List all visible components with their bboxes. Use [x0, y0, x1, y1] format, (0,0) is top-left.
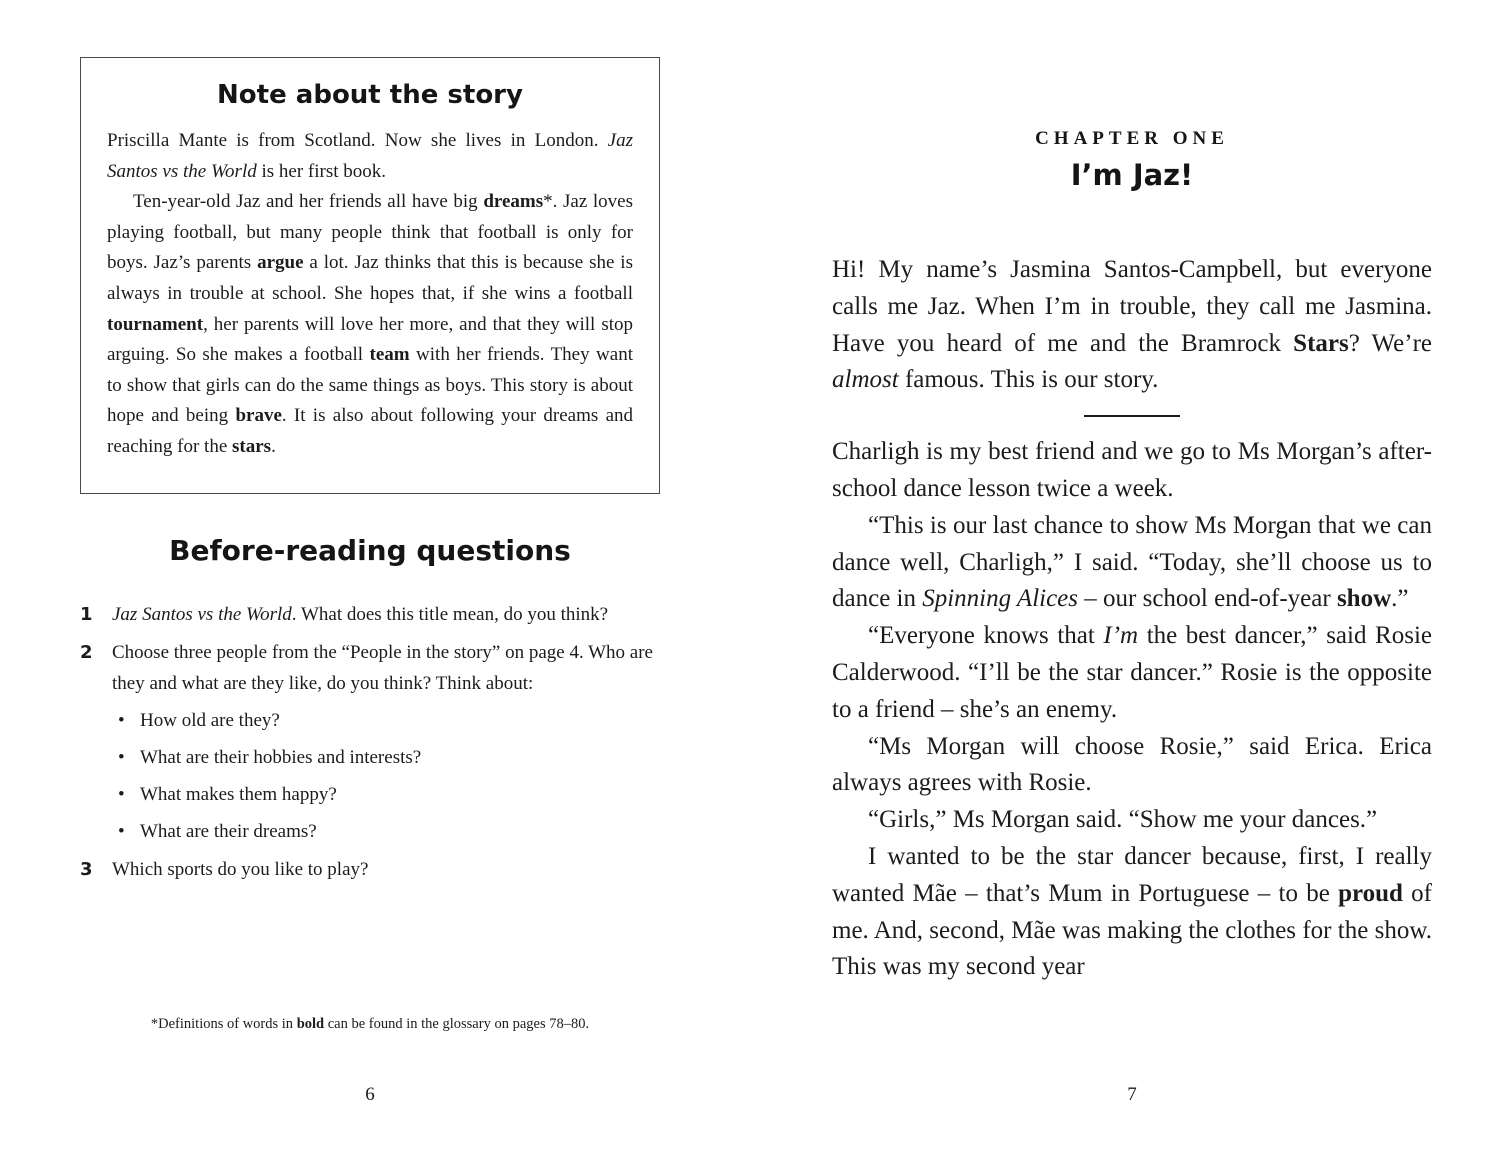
text-run: Stars	[1293, 329, 1349, 357]
text-run: Jaz Santos vs the World	[112, 603, 292, 625]
note-paragraph	[107, 126, 633, 187]
question-bullet-list	[112, 705, 660, 847]
text-run: Spinning Alices	[922, 585, 1079, 613]
text-run: “This is our last chance to show Ms Morgan that we can dance well, Charligh,” I said. “Today, she’ll choose us to dance in	[832, 511, 1432, 613]
text-run: dreams	[483, 191, 544, 213]
text-run: *. Jaz loves playing football, but many people think that football is only for boys. Jaz’s parents	[107, 191, 633, 274]
text-run: can be found in the glossary on pages 78–80.	[324, 1016, 590, 1032]
chapter-body	[832, 252, 1432, 986]
chapter-label: CHAPTER ONE	[1035, 128, 1229, 149]
page-number-right: 7	[1127, 1084, 1137, 1105]
text-run: I’m	[1103, 622, 1139, 650]
text-run: .”	[1391, 585, 1409, 613]
text-run: proud	[1338, 879, 1403, 907]
question-item	[80, 637, 660, 847]
text-run: “Girls,” Ms Morgan said. “Show me your dances.”	[868, 806, 1378, 834]
text-run: Jaz Santos vs the World	[107, 130, 633, 182]
text-run: “Ms Morgan will choose Rosie,” said Erica. Erica always agrees with Rosie.	[832, 732, 1432, 797]
before-reading-questions-title: Before-reading questions	[169, 533, 571, 567]
text-run: Choose three people from the “People in the story” on page 4. Who are they and what are they like, do you think? Think about:	[112, 641, 653, 694]
question-bullet: • What are their dreams?	[112, 816, 660, 847]
question-text	[112, 854, 660, 885]
body-paragraph	[832, 434, 1432, 508]
text-run: tournament	[107, 313, 204, 335]
chapter-title: I’m Jaz!	[1070, 158, 1194, 192]
text-run: argue	[257, 252, 304, 274]
question-bullet: • What are their hobbies and interests?	[112, 742, 660, 773]
text-run: almost	[832, 366, 899, 394]
text-run: I wanted to be the star dancer because, first, I really wanted Mãe – that’s Mum in Portuguese – to be	[832, 842, 1432, 907]
text-run: Priscilla Mante is from Scotland. Now she lives in London.	[107, 130, 608, 151]
body-paragraph	[832, 508, 1432, 618]
text-run: “Everyone knows that	[868, 622, 1104, 650]
text-run: *Definitions of words in	[150, 1016, 297, 1032]
question-text	[112, 637, 660, 699]
right-page	[832, 0, 1432, 1151]
note-paragraph	[107, 187, 633, 462]
text-run: famous. This is our story.	[898, 366, 1159, 394]
body-paragraph	[832, 729, 1432, 803]
text-run: bold	[296, 1016, 325, 1032]
question-number: 1	[80, 603, 93, 625]
text-run: – our school end-of-year	[1078, 585, 1337, 613]
text-run: team	[369, 344, 410, 366]
text-run: , her parents will love her more, and that they will stop arguing. So she makes a football	[107, 313, 633, 366]
text-run: Ten-year-old Jaz and her friends all have big	[133, 191, 484, 213]
note-title: Note about the story	[217, 80, 523, 110]
questions-list	[80, 599, 660, 885]
body-paragraph	[832, 802, 1432, 839]
body-paragraph	[832, 252, 1432, 399]
text-run: . What does this title mean, do you think?	[291, 603, 609, 625]
text-run: Charligh is my best friend and we go to Ms Morgan’s after-school dance lesson twice a week.	[832, 438, 1432, 502]
text-run: Which sports do you like to play?	[112, 858, 369, 880]
question-number: 2	[80, 641, 93, 663]
text-run: a lot. Jaz thinks that this is because she is always in trouble at school. She hopes that, if she wins a football	[107, 252, 633, 304]
question-bullet: • How old are they?	[112, 705, 660, 736]
text-run: with her friends. They want to show that girls can do the same things as boys. This story is about hope and being	[107, 344, 633, 427]
question-bullet: • What makes them happy?	[112, 779, 660, 810]
body-paragraph	[832, 618, 1432, 728]
text-run: is her first book.	[256, 160, 387, 182]
question-item	[80, 599, 660, 630]
section-divider	[1084, 415, 1180, 417]
body-paragraph	[832, 839, 1432, 986]
text-run: brave	[235, 405, 282, 427]
page-number-left: 6	[365, 1084, 375, 1105]
text-run: ? We’re	[1348, 329, 1432, 357]
question-number: 3	[80, 858, 93, 880]
question-body	[112, 854, 660, 885]
text-run: the best dancer,” said Rosie Calderwood. “I’ll be the star dancer.” Rosie is the opposite to a friend – she’s an enemy.	[832, 622, 1432, 723]
note-box	[80, 57, 660, 494]
text-run: . It is also about following your dreams and reaching for the	[107, 405, 634, 457]
text-run: .	[271, 435, 276, 457]
question-text	[112, 599, 660, 630]
question-item	[80, 854, 660, 885]
text-run: show	[1336, 585, 1392, 613]
chapter-header	[832, 128, 1432, 192]
question-body	[112, 599, 660, 630]
text-run: Hi! My name’s Jasmina Santos-Campbell, but everyone calls me Jaz. When I’m in trouble, they call me Jasmina. Have you heard of me and the Bramrock	[832, 256, 1432, 357]
glossary-footnote	[80, 1014, 660, 1034]
text-run: of me. And, second, Mãe was making the clothes for the show. This was my second year	[832, 879, 1432, 981]
left-page	[80, 0, 660, 1151]
text-run: stars	[232, 435, 272, 457]
question-body	[112, 637, 660, 847]
